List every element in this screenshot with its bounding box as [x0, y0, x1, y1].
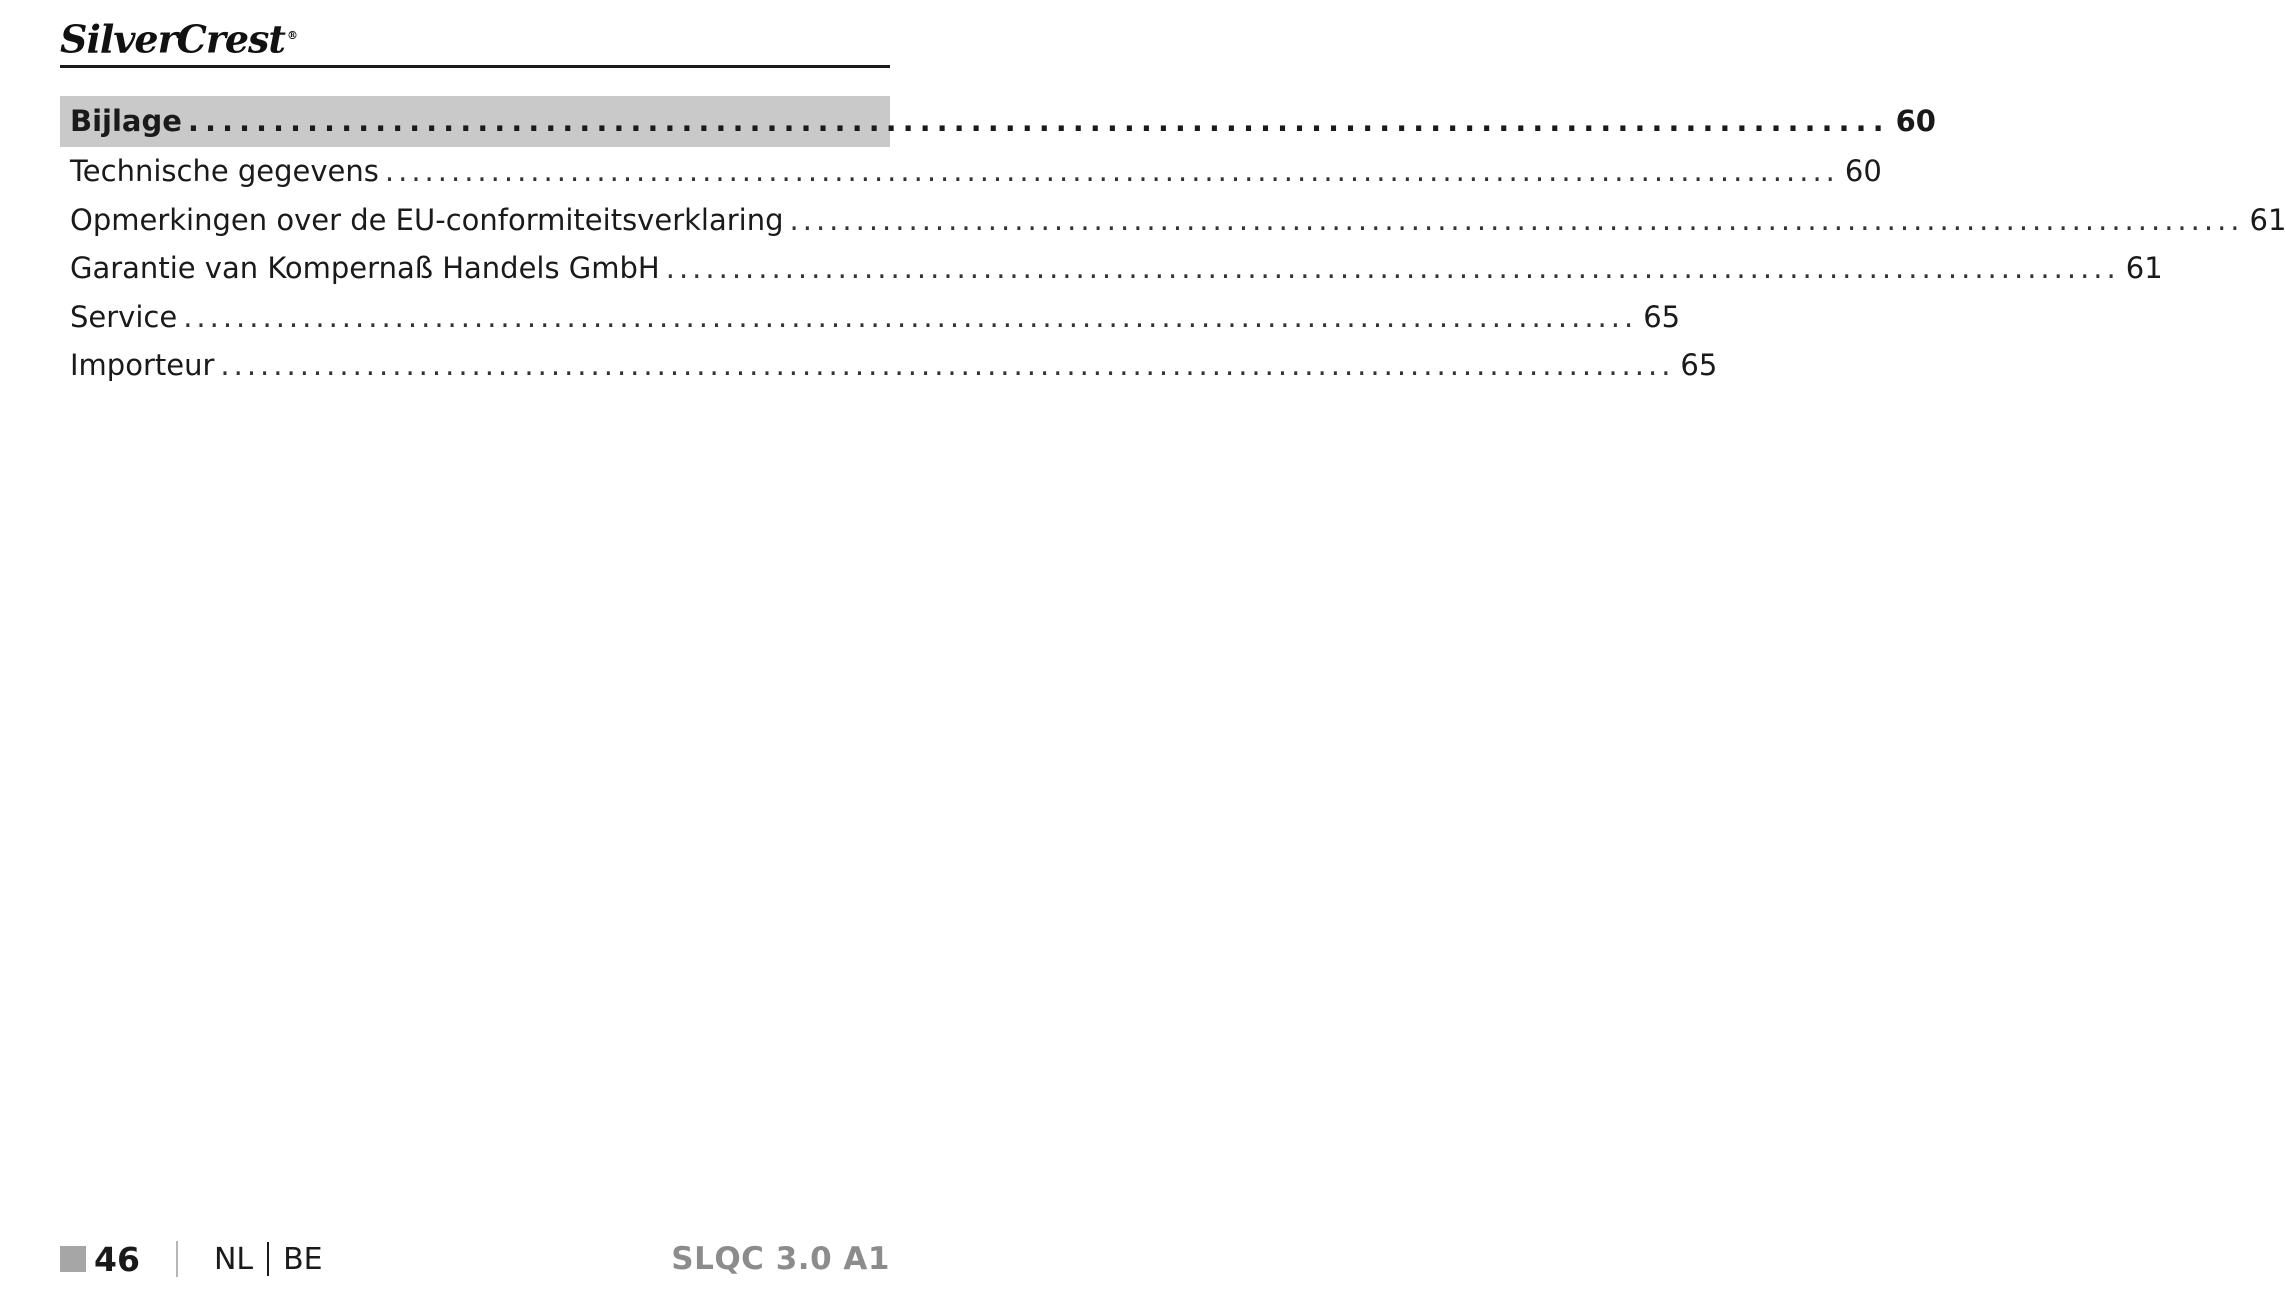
- toc-entry-label: Importeur: [70, 348, 215, 382]
- toc-leader-dots: ..............................................................................................................: [789, 202, 2244, 237]
- toc-entry[interactable]: [60, 293, 1681, 342]
- toc-section-page: 60: [1895, 104, 1936, 138]
- toc-leader-dots: ....................................................................................................: [187, 104, 1890, 138]
- page-footer: [60, 1236, 890, 1282]
- toc-entry[interactable]: [60, 341, 1718, 390]
- toc-entry-page: 61: [2249, 202, 2286, 237]
- footer-model-number: SLQC 3.0 A1: [671, 1241, 890, 1277]
- brand-logo: [60, 14, 297, 62]
- footer-language-divider: [267, 1242, 269, 1276]
- footer-page-number: 46: [94, 1239, 140, 1279]
- toc-entry-page: 61: [2125, 251, 2163, 285]
- toc-section-bijlage[interactable]: [60, 96, 1936, 147]
- toc-entry[interactable]: [60, 196, 2286, 245]
- table-of-contents: [60, 96, 2286, 390]
- toc-section-label: Bijlage: [70, 104, 182, 138]
- toc-leader-dots: ..............................................................................................................: [384, 154, 1839, 188]
- footer-language-nl: NL: [213, 1241, 254, 1277]
- toc-entry-page: 65: [1680, 348, 1718, 382]
- footer-language-be: BE: [283, 1241, 323, 1277]
- header-rule: [60, 65, 890, 68]
- toc-leader-dots: ..............................................................................................................: [183, 299, 1638, 334]
- toc-entry-label: Technische gegevens: [70, 154, 379, 188]
- footer-square-icon: [60, 1246, 86, 1272]
- toc-entry-page: 60: [1844, 154, 1882, 188]
- toc-entry-label: Opmerkingen over de EU-conformiteitsverklaring: [70, 202, 784, 237]
- toc-entry[interactable]: [60, 147, 1882, 196]
- brand-logo-text: SilverCrest: [60, 16, 285, 62]
- toc-entry-label: Garantie van Kompernaß Handels GmbH: [70, 251, 660, 285]
- toc-leader-dots: ..............................................................................................................: [665, 251, 2120, 285]
- toc-entry-label: Service: [70, 299, 178, 334]
- toc-leader-dots: ..............................................................................................................: [220, 348, 1675, 382]
- registered-mark: ®: [286, 29, 297, 42]
- toc-entry[interactable]: [60, 244, 2163, 293]
- toc-entry-page: 65: [1643, 299, 1681, 334]
- footer-divider: [176, 1241, 178, 1277]
